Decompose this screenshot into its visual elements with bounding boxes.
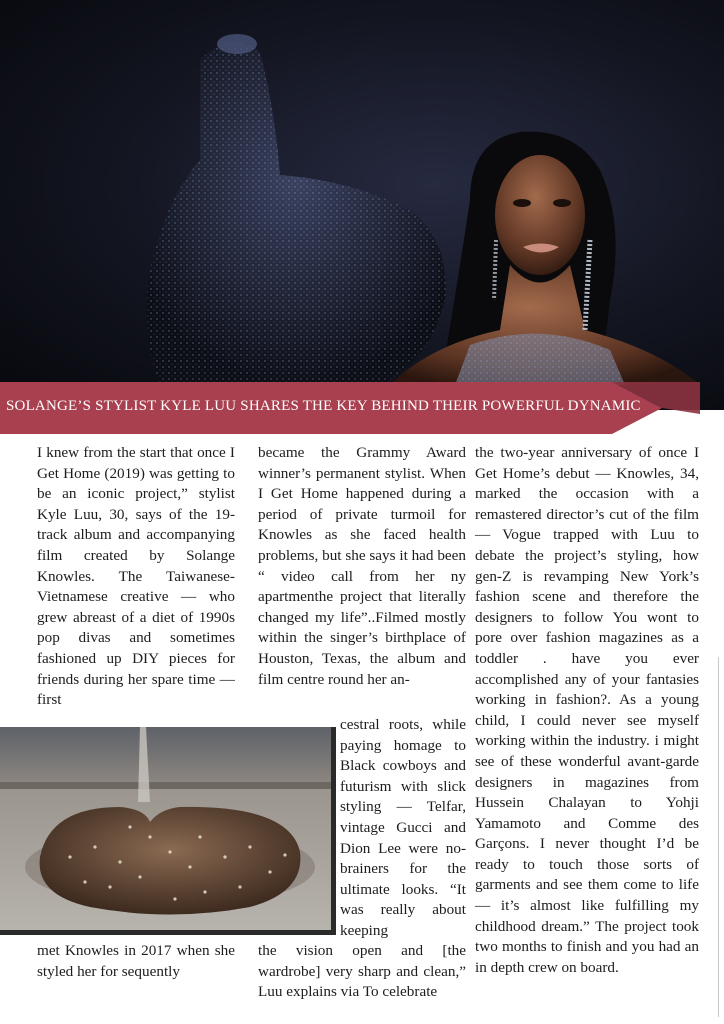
column-1-top: [37, 443, 235, 711]
column-1-top-text: I knew from the start that once I Get Home (2019) was getting to be an iconic project,” stylist Kyle Luu, 30, says of the 19-track album and accompanying film created by Solange Knowles. The Taiwanese-Vietnamese creative — who grew abreast of a diet of 1990s pop divas and sometimes fashioned up DIY pieces for friends during her spare time — first: [37, 444, 235, 709]
hero-photo: [0, 0, 724, 410]
column-2-top: [258, 443, 466, 690]
column-1-bottom: [37, 941, 235, 982]
column-1-bottom-text: met Knowles in 2017 when she styled her for sequently: [37, 942, 235, 980]
hero-photo-illustration: [0, 0, 724, 410]
column-2-top-text: became the Grammy Award winner’s permanent stylist. When I Get Home happened during a period of private turmoil for Knowles as she faced health problems, but she says it had been “ video call from her ny apartmenthe project that literally changed my life”..Filmed mostly within the singer’s birthplace of Houston, Texas, the album and film centre round her an-: [258, 444, 466, 688]
foreground-face: [495, 155, 585, 275]
column-3: [475, 443, 699, 978]
inset-photo: [0, 727, 336, 935]
column-2-middle: [340, 715, 466, 942]
column-3-text: the two-year anniversary of once I Get Home’s debut — Knowles, 34, marked the occasion with a remastered director’s cut of the film — Vogue trapped with Luu to debate the project’s styling, how gen-Z is revamping New York’s fashion scene and therefore the designers to follow You wont to pore over fashion magazines as a toddler . have you ever accomplished any of your fantasies working in fashion?. As a young child, I could never see myself working within the industry. i might see of these wonderful avant-garde designers in magazines from Hussein Chalayan to Yohji Yamamoto and Comme des Garçons. I never thought I’d be ready to touch those sorts of garments and see them come to life — it’s almost like fulfilling my childhood dream.” The project took two months to finish and you had an in depth crew on board.: [475, 444, 699, 976]
page-edge-rule: [718, 657, 719, 1017]
inset-photo-illustration: [0, 727, 336, 935]
column-2-middle-text: cestral roots, while paying homage to Black cowboys and futurism with slick styling — Telfar, vintage Gucci and Dion Lee were no-brainers for the ultimate looks. “It was really about keeping: [340, 716, 466, 939]
column-2-bottom-text: the vision open and [the wardrobe] very sharp and clean,” Luu explains via To celebrate: [258, 942, 466, 1001]
column-2-bottom: [258, 941, 466, 1003]
headline-text: SOLANGE’S STYLIST KYLE LUU SHARES THE KEY BEHIND THEIR POWERFUL DYNAMIC: [6, 398, 641, 414]
headline-banner: [0, 382, 700, 434]
